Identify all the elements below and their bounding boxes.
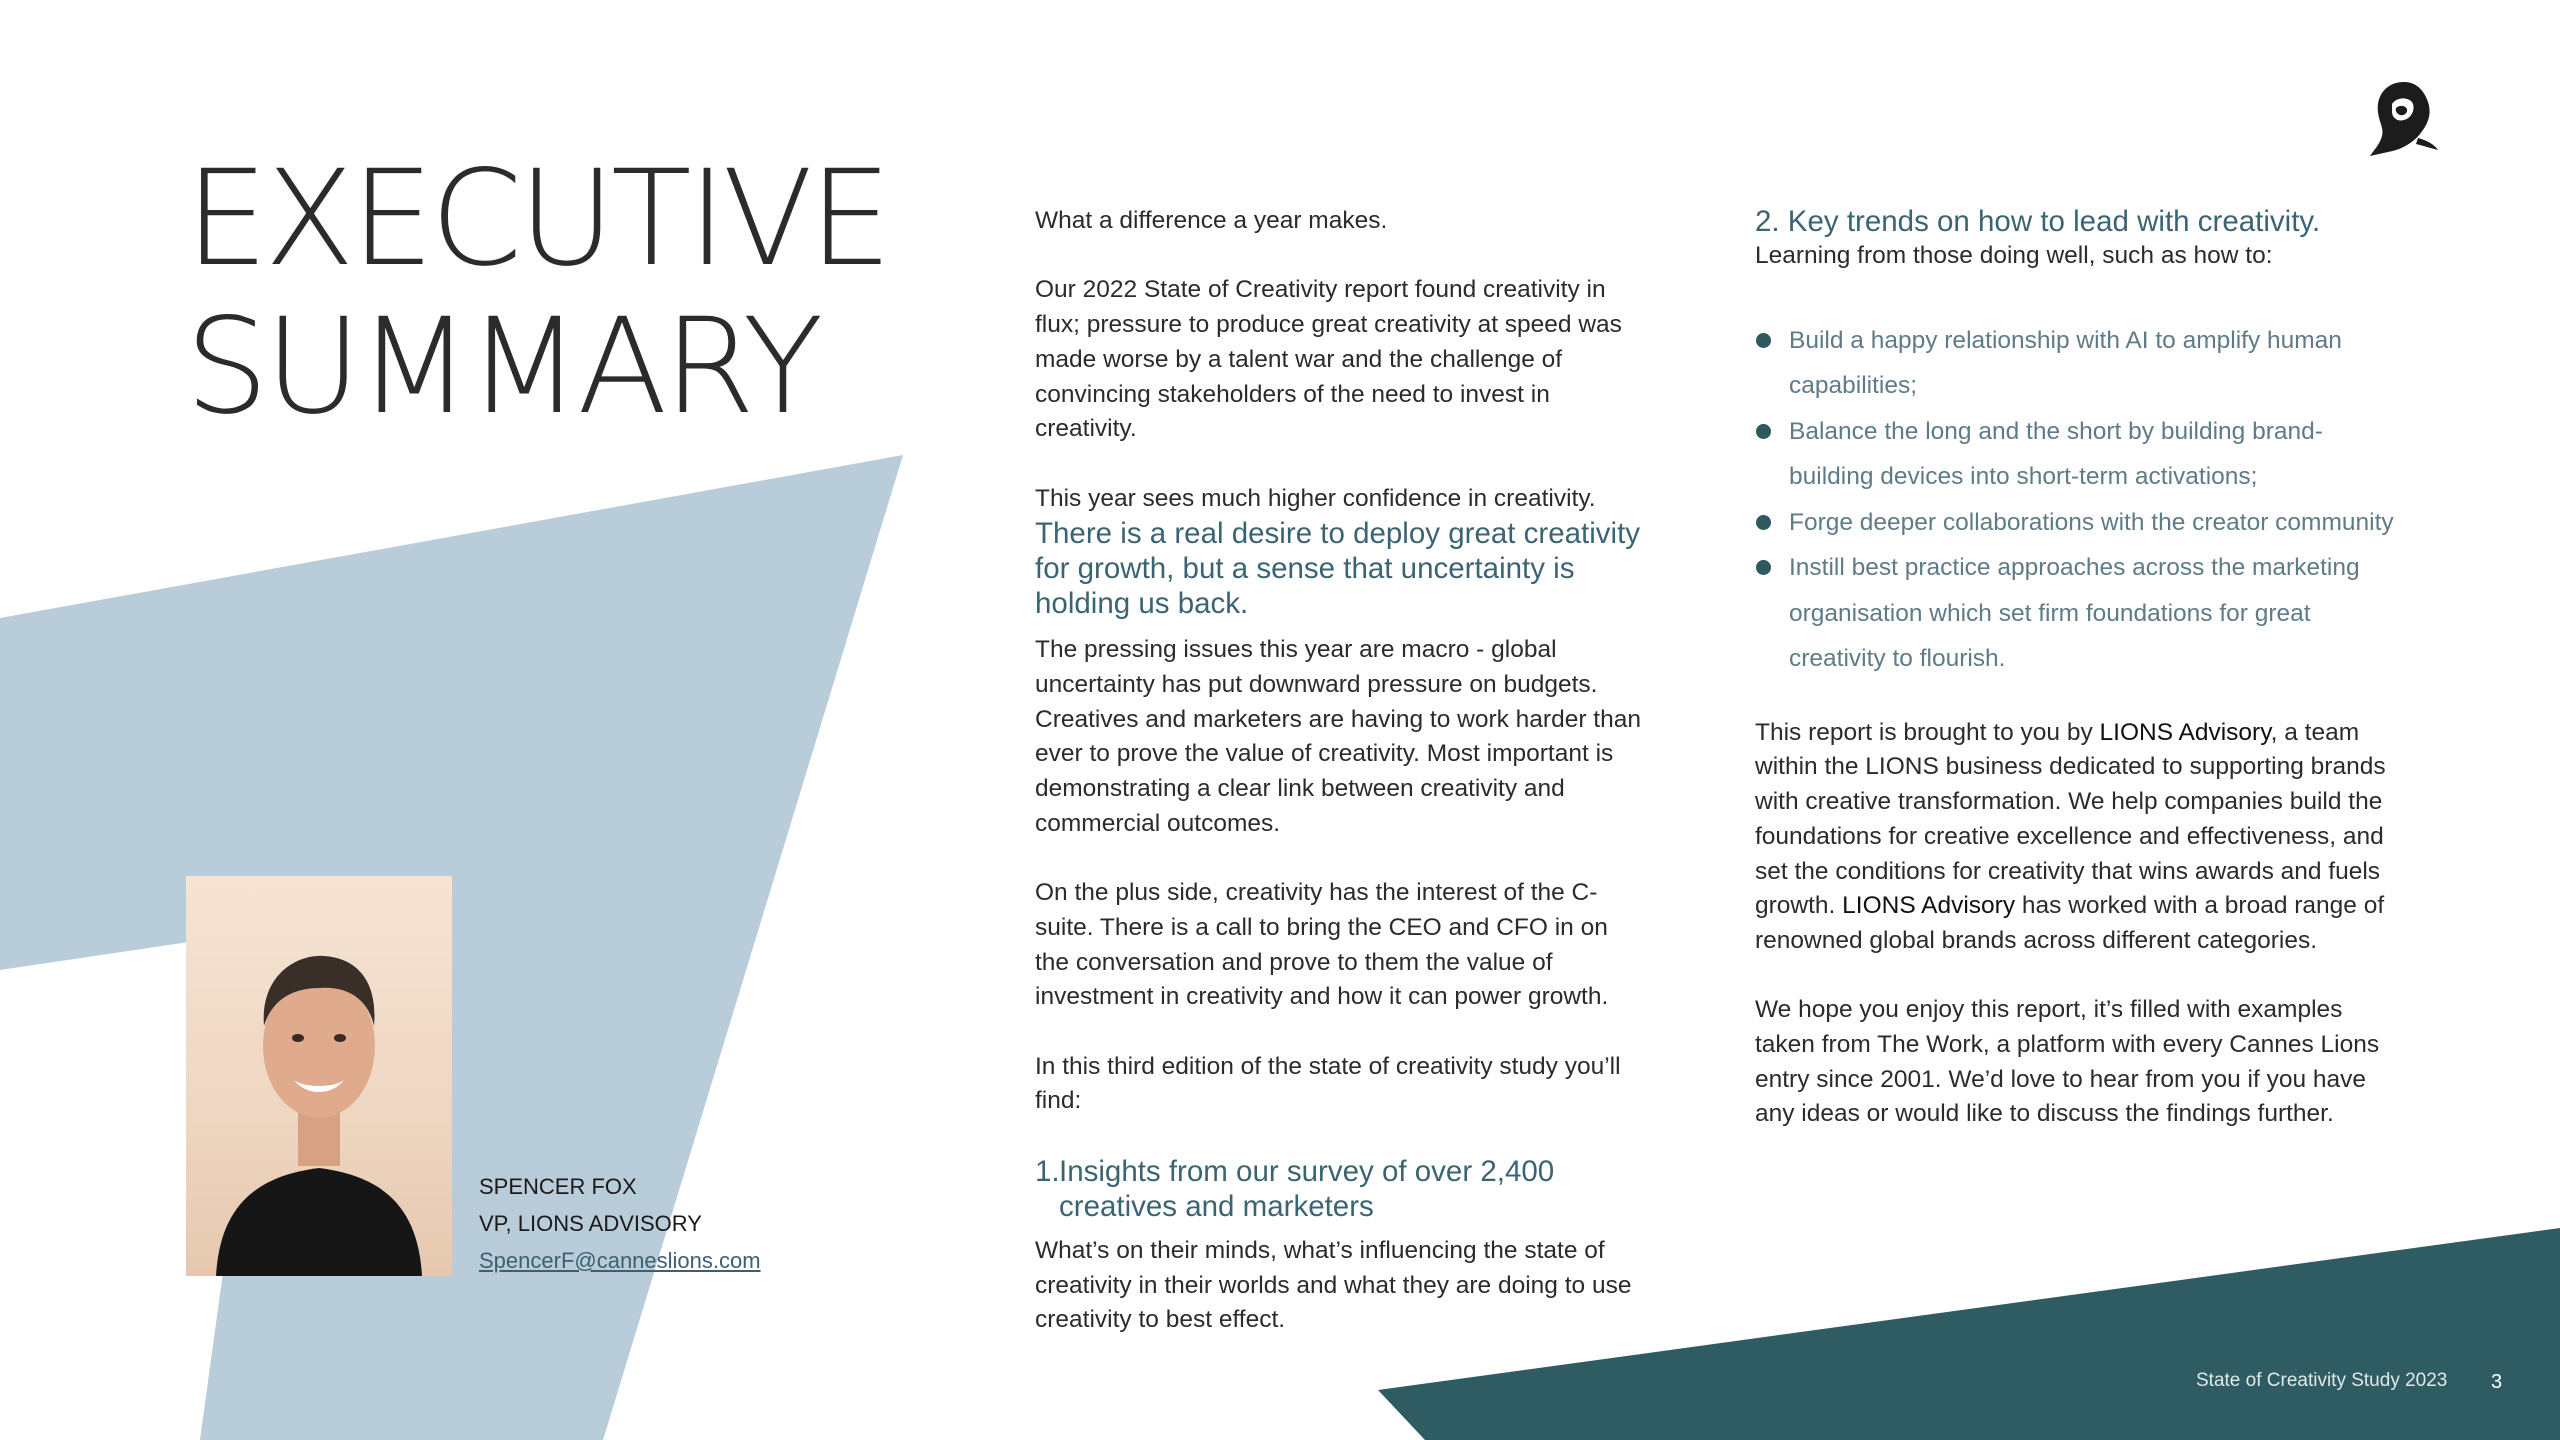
report-2022-paragraph: Our 2022 State of Creativity report found creativity in flux; pressure to produce great creativity at speed was made worse by a talent war and the challenge of convincing stakeholders of the need to invest in creativity. xyxy=(1035,276,1622,443)
list-item: Build a happy relationship with AI to amplify human capabilities; xyxy=(1755,318,2395,409)
item-1-number: 1. xyxy=(1035,1154,1060,1188)
footer-title: State of Creativity Study 2023 xyxy=(2196,1370,2448,1391)
c-suite-paragraph: On the plus side, creativity has the interest of the C-suite. There is a call to bring the CEO and CFO in on the conversation and prove to them the value of investment in creativity and how it can power growth. xyxy=(1035,879,1609,1011)
lions-advisory-name: LIONS Advisory xyxy=(1842,892,2016,920)
page-number: 3 xyxy=(2491,1371,2503,1393)
intro-paragraph: What a difference a year makes. xyxy=(1035,207,1388,234)
trends-list xyxy=(1755,318,2395,682)
column-2 xyxy=(1755,204,2395,1167)
item-2-intro: Learning from those doing well, such as how to: xyxy=(1755,242,2273,269)
title-line-2: SUMMARY xyxy=(185,290,820,444)
item-2-heading: 2. Key trends on how to lead with creativity. xyxy=(1755,205,2321,238)
pressing-issues-paragraph: The pressing issues this year are macro - global uncertainty has put downward pressure on budgets. Creatives and marketers are having to work harder than ever to prove the value of creativity. Most important is demonstrating a clear link between creativity and commercial outcomes. xyxy=(1035,636,1641,837)
item-1-heading-line-1: Insights from our survey of over 2,400 xyxy=(1059,1154,1555,1188)
author-block xyxy=(479,1168,761,1279)
column-1 xyxy=(1035,204,1645,1373)
bullet-dot-icon xyxy=(1756,424,1771,439)
confidence-paragraph: This year sees much higher confidence in creativity. xyxy=(1035,484,1596,512)
list-item: Balance the long and the short by building brand-building devices into short-term activations; xyxy=(1755,409,2395,500)
item-1-heading xyxy=(1035,1154,1645,1224)
list-item: Forge deeper collaborations with the creator community xyxy=(1755,500,2395,546)
portrait-image xyxy=(186,876,452,1276)
author-email-link[interactable]: SpencerF@canneslions.com xyxy=(479,1248,761,1273)
title-line-1: EXECUTIVE xyxy=(185,142,889,296)
lions-advisory-paragraph: This report is brought to you by LIONS Advisory, a team within the LIONS business dedicated to supporting brands with creative transformation. We help companies build the foundations for creative excellence and effectiveness, and set the conditions for creativity that wins awards and fuels growth. LIONS Advisory has worked with a broad range of renowned global brands across different categories. xyxy=(1755,718,2386,954)
item-1-body: What’s on their minds, what’s influencing the state of creativity in their worlds and what they are doing to use creativity to best effect. xyxy=(1035,1236,1632,1334)
third-edition-paragraph: In this third edition of the state of creativity study you’ll find: xyxy=(1035,1052,1621,1115)
author-name: SPENCER FOX xyxy=(479,1174,637,1199)
closing-paragraph: We hope you enjoy this report, it’s filled with examples taken from The Work, a platform with every Cannes Lions entry since 2001. We’d love to hear from you if you have any ideas or would like to discuss the findings further. xyxy=(1755,996,2380,1128)
bullet-dot-icon xyxy=(1756,515,1771,530)
item-1-heading-line-2: creatives and marketers xyxy=(1059,1189,1374,1223)
bullet-dot-icon xyxy=(1756,333,1771,348)
page-title xyxy=(185,142,889,444)
bullet-dot-icon xyxy=(1756,560,1771,575)
lions-advisory-name: LIONS Advisory xyxy=(2099,718,2271,746)
list-item: Instill best practice approaches across the marketing organisation which set firm foundations for great creativity to flourish. xyxy=(1755,545,2395,682)
pull-quote: There is a real desire to deploy great creativity for growth, but a sense that uncertainty is holding us back. xyxy=(1035,517,1641,621)
author-role: VP, LIONS ADVISORY xyxy=(479,1211,702,1236)
cannes-lions-head-icon xyxy=(2366,78,2442,162)
author-photo xyxy=(186,876,452,1276)
